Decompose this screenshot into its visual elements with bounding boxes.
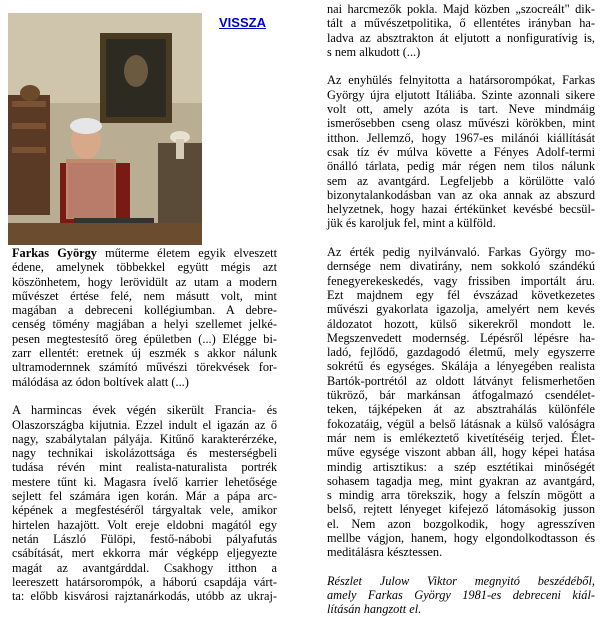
paragraph-italy: Az enyhülés felnyitotta a határsorompókat, Farkas György újra eljutott Itáliába. Szinte azonnali sikere volt ott, amely azóta is tart. Neve mindmáig ismerősebben cseng olasz művészi körökben, mint itthon. Jellemző, hogy 1967-es milánói kiállítását csak tíz év múlva követte a Fényes Adolf-termi önálló tárlata, pedig már régen nem tilos nálunk sem az avantgárd. Legfeljebb a körülötte való bizonytalankodásban van az oka annak az abszurd helyzetnek, hogy hazai értékünket kevésbé becsül- jük és karoljuk fel, mint a külföld.: [327, 73, 595, 231]
artist-photo: [8, 13, 202, 245]
paragraph-career: A harmincas évek végén sikerült Francia- és Olaszországba kijutnia. Ezzel indult el igazán az ő nagy, szabálytalan pályája. Kitűnő karakterérzéke, nagy technikai iskolázottsága és mesterségbeli tudása révén mint realista-naturalista portrék mestere tűnt ki. Magasra ívelő karrier lehetősége sejlett fel számára igen korán. Már a pápa arc- képének a megfestéséről tárgyaltak vele, amikor hirtelen hazajött. Volt ereje eldobni magától egy netán László Fülöpi, festő-nábobi pályafutás csábítását, mert ekkorra már végképp eljegyezte magát az avantgárddal. Csakhogy itthon a leereszett határsorompók, a háború csapdája várt- ta: előbb kisvárosi rajztanárkodás, utóbb az ukraj-: [12, 403, 277, 604]
back-link[interactable]: VISSZA: [219, 15, 266, 30]
paragraph-value: Az érték pedig nyilvánvaló. Farkas György mo- dernsége nem divatirány, nem sokkoló szándékú fenegyerekeskedés, vagy frissiben importált áru. Ezt majdnem egy fél évszázad következetes művészi gyakorlata igazolja, amelyért nem kevés áldozatot hozott, külső sikerekről mondott le. Megszenvedett modernség. Lépésről lépésre ha- ladó, fejlődő, gazdagodó életmű, mely egyszerre sokrétű és egységes. Skálája a lényegében realista Bartók-portrétól az oldott látványt felismerhetően tükröző, bár markánsan átfogalmazó csendélet- teken, tájképeken át az absztrahálás különféle fokozatáig, végül a belső látásnak a külső valóságra már nem is emlékeztető kivetítéséig terjed. Élet- műve egysége viszont abban áll, hogy képei hatása mindig artisztikus: a szép esztétikai minőségét sohasem tagadja meg, mint gyakran az avantgárd, s mindig arra törekszik, hogy a felszín mögött a belső, rejtett lényeget kifejező látomásokig jusson el. Nem azon bozgolkodik, hogy agresszíven mellbe vágjon, hanem, hogy elgondolkodtasson és meditálásra késztessen.: [327, 245, 595, 560]
author-name: Farkas György: [12, 246, 97, 260]
artist-photo-image: [8, 13, 202, 245]
source-citation: Részlet Julow Viktor megnyitó beszédéből, amely Farkas György 1981-es debreceni kiál- lításán hangzott el.: [327, 573, 595, 617]
left-column: [12, 246, 277, 618]
right-column: [327, 2, 595, 631]
paragraph-intro: Farkas György műterme életem egyik elveszett édene, amelynek többekkel együtt mégis azt köszönhetem, hogy lerövidült az utam a modern művészet értése felé, nem másutt volt, mint magában a debreceni kollégiumban. A debre- censég tömény magjában a helyi szellemet jelké- pesen megtestesítő öreg épületben (...) Elégge bi- zarr ellentét: eretnek új eszmék s akkor nálunk ultramodernnek számító művészi törekvések for- málódása az ódon boltívek alatt (...): [12, 246, 277, 389]
paragraph-continuation: nai harcmezők pokla. Majd közben „szocreált" dik- tált a művészetpolitika, ő ellentétes irányban ha- ladva az absztrakton át eljutott a nonfiguratívig is, s nem alkudott (...): [327, 2, 595, 59]
